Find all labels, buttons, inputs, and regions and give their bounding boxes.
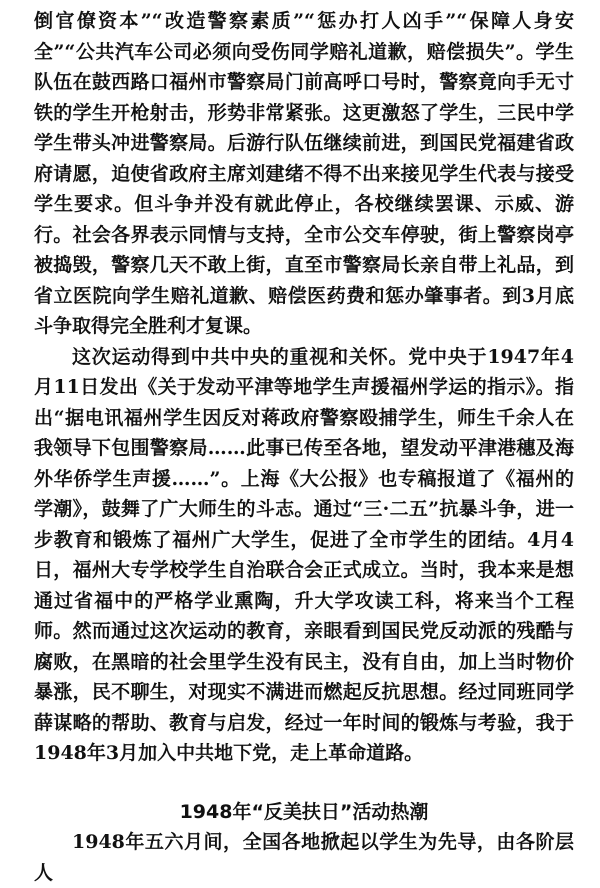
document-page <box>34 6 574 888</box>
body-paragraph-2: 这次运动得到中共中央的重视和关怀。党中央于1947年4月11日发出《关于发动平津等地学生声援福州学运的指示》。指出“据电讯福州学生因反对蒋政府警察殴捕学生，师生千余人在我领导下包围警察局……此事已传至各地，望发动平津港穗及海外华侨学生声援……”。上海《大公报》也专稿报道了《福州的学潮》，鼓舞了广大师生的斗志。通过“三·二五”抗暴斗争，进一步教育和锻炼了福州广大学生，促进了全市学生的团结。4月4日，福州大专学校学生自治联合会正式成立。当时，我本来是想通过省福中的严格学业熏陶，升大学攻读工科，将来当个工程师。然而通过这次运动的教育，亲眼看到国民党反动派的残酷与腐败，在黑暗的社会里学生没有民主，没有自由，加上当时物价暴涨，民不聊生，对现实不满进而燃起反抗思想。经过同班同学薛谋略的帮助、教育与启发，经过一年时间的锻炼与考验，我于1948年3月加入中共地下党，走上革命道路。 <box>34 345 574 764</box>
section-spacer <box>34 769 574 785</box>
body-paragraph-3: 1948年五六月间，全国各地掀起以学生为先导，由各阶层人 <box>34 831 574 884</box>
body-paragraph-1: 倒官僚资本”“改造警察素质”“惩办打人凶手”“保障人身安全”“公共汽车公司必须向受伤同学赔礼道歉，赔偿损失”。学生队伍在鼓西路口福州市警察局门前高呼口号时，警察竟向手无寸铁的学生开枪射击，形势非常紧张。这更激怒了学生，三民中学学生带头冲进警察局。后游行队伍继续前进，到国民党福建省政府请愿，迫使省政府主席刘建绪不得不出来接见学生代表与接受学生要求。但斗争并没有就此停止，各校继续罢课、示威、游行。社会各界表示同情与支持，全市公交车停驶，街上警察岗亭被捣毁，警察几天不敢上街，直至市警察局长亲自带上礼品，到省立医院向学生赔礼道歉、赔偿医药费和惩办肇事者。到3月底斗争取得完全胜利才复课。 <box>34 10 574 337</box>
section-heading: 1948年“反美扶日”活动热潮 <box>179 800 429 823</box>
